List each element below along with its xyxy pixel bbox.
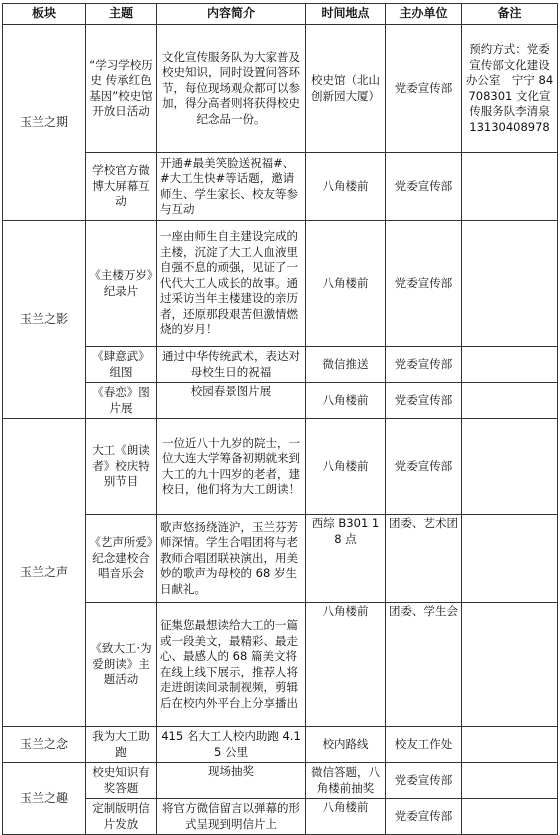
row-place: 八角楼前 [306,221,386,347]
row-note [462,419,558,515]
row-description: 征集您最想读给大工的一篇或一段美文，最精彩、最走心、最感人的 68 篇美文将在线上线下展示，推荐人将走进朗读间录制视频，剪辑后在校内外平台上分享播出 [157,603,306,727]
row-note [462,347,558,383]
row-description: 现场抽奖 [157,763,306,799]
header-topic: 主题 [86,4,157,25]
row-description: 一位近八十九岁的院士，一位大连大学筹备初期就来到大工的九十四岁的老者，建校日，他们将为大工朗读！ [157,419,306,515]
row-note: 预约方式：党委宣传部文化建设办公室 宁宁 84708301 文化宣传服务队李清泉 13130408978 [462,25,558,153]
row-note [462,153,558,221]
row-place: 微信推送 [306,347,386,383]
table-row [3,603,558,727]
section-label: 玉兰之念 [3,727,86,763]
row-organizer: 党委宣传部 [386,383,462,419]
row-description: 将官方微信留言以弹幕的形式呈现到明信片上 [157,799,306,835]
row-place: 八角楼前 [306,603,386,727]
row-note [462,727,558,763]
row-organizer: 党委宣传部 [386,153,462,221]
row-place: 八角楼前 [306,383,386,419]
row-organizer: 党委宣传部 [386,25,462,153]
table-row [3,763,558,799]
row-organizer: 党委宣传部 [386,347,462,383]
table-row [3,419,558,515]
table-row [3,727,558,763]
row-organizer: 党委宣传部 [386,799,462,835]
section-label: 玉兰之趣 [3,763,86,835]
header-row [3,4,558,25]
header-section: 板块 [3,4,86,25]
row-topic: 《春恋》图片展 [86,383,157,419]
row-topic: 我为大工助跑 [86,727,157,763]
row-note [462,221,558,347]
row-topic: 《致大工·为爱朗读》主题活动 [86,603,157,727]
row-topic: 《主楼万岁》纪录片 [86,221,157,347]
table-row [3,153,558,221]
row-place: 校内路线 [306,727,386,763]
row-organizer: 团委、艺术团 [386,515,462,603]
table-row [3,515,558,603]
table-row [3,383,558,419]
section-label: 玉兰之声 [3,419,86,727]
row-place: 微信答题，八角楼前抽奖 [306,763,386,799]
table-row [3,799,558,835]
row-topic: 《肆意武》组图 [86,347,157,383]
row-topic: “学习学校历史 传承红色基因”校史馆开放日活动 [86,25,157,153]
row-description: 歌声悠扬绕涟沪，玉兰芬芳师深情。学生合唱团将与老教师合唱团联袂演出，用美妙的歌声为母校的 68 岁生日献礼。 [157,515,306,603]
row-topic: 《艺声所爱》纪念建校合唱音乐会 [86,515,157,603]
section-label: 玉兰之影 [3,221,86,419]
row-description: 一座由师生自主建设完成的主楼，沉淀了大工人血液里自强不息的顽强，见证了一代代大工人成长的故事。通过采访当年主楼建设的亲历者，还原那段艰苦但激情燃烧的岁月！ [157,221,306,347]
row-description: 文化宣传服务队为大家普及校史知识，同时设置问答环节，每位现场观众都可以参加，得分高者则将获得校史纪念品一份。 [157,25,306,153]
row-note [462,603,558,727]
row-organizer: 校友工作处 [386,727,462,763]
table-row [3,347,558,383]
row-description: 415 名大工人校内助跑 4.15 公里 [157,727,306,763]
row-place: 八角楼前 [306,419,386,515]
header-organizer: 主办单位 [386,4,462,25]
row-topic: 大工《朗读者》校庆特别节目 [86,419,157,515]
header-description: 内容简介 [157,4,306,25]
table-row [3,221,558,347]
section-label: 玉兰之期 [3,25,86,221]
table-row [3,25,558,153]
row-note [462,763,558,799]
row-place: 八角楼前 [306,799,386,835]
header-time-place: 时间地点 [306,4,386,25]
row-note [462,383,558,419]
row-note [462,515,558,603]
header-note: 备注 [462,4,558,25]
row-organizer: 党委宣传部 [386,221,462,347]
row-organizer: 团委、学生会 [386,603,462,727]
row-note [462,799,558,835]
row-topic: 校史知识有奖答题 [86,763,157,799]
row-description: 通过中华传统武术，表达对母校生日的祝福 [157,347,306,383]
activity-table [2,3,558,835]
row-description: 校园春景图片展 [157,383,306,419]
row-place: 西综 B301 18 点 [306,515,386,603]
row-topic: 定制版明信片发放 [86,799,157,835]
row-organizer: 党委宣传部 [386,419,462,515]
row-description: 开通#最美笑脸送祝福#、#大工生快#等话题，邀请师生、学生家长、校友等参与互动 [157,153,306,221]
row-place: 校史馆（北山创新园大厦） [306,25,386,153]
row-organizer: 党委宣传部 [386,763,462,799]
row-place: 八角楼前 [306,153,386,221]
row-topic: 学校官方微博大屏幕互动 [86,153,157,221]
